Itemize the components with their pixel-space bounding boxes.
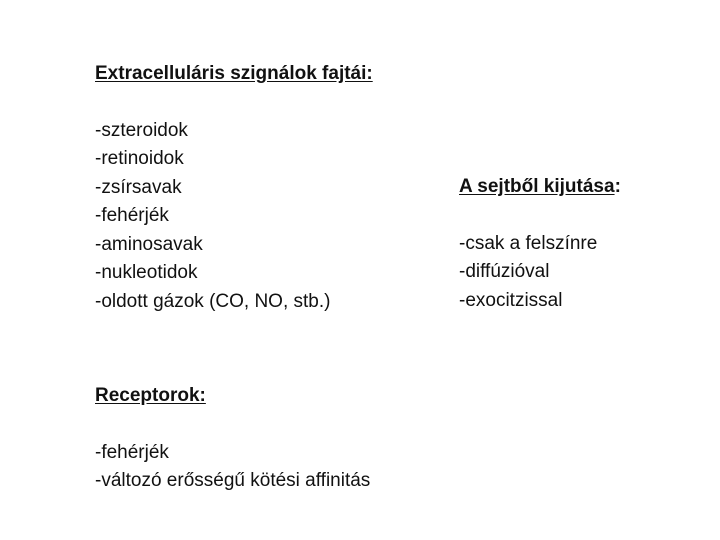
list-item: -fehérjék xyxy=(95,205,169,226)
receptors-section xyxy=(95,382,370,496)
extracellular-signals-section xyxy=(95,60,373,316)
cell-exit-list xyxy=(459,230,621,316)
list-item: -zsírsavak xyxy=(95,176,182,198)
list-item: -nukleotidok xyxy=(95,262,198,283)
extracellular-signals-list xyxy=(95,117,373,317)
list-item: -exocitzissal xyxy=(459,289,563,311)
list-item: -diffúzióval xyxy=(459,261,550,282)
list-item: -retinoidok xyxy=(95,148,184,169)
receptors-list xyxy=(95,439,370,496)
list-item: -szteroidok xyxy=(95,119,188,141)
list-item: -fehérjék xyxy=(95,441,169,463)
list-item: -oldott gázok (CO, NO, stb.) xyxy=(95,290,331,312)
list-item: -csak a felszínre xyxy=(459,232,598,254)
cell-exit-heading: A sejtből kijutása xyxy=(459,176,615,197)
extracellular-signals-heading: Extracelluláris szignálok fajtái: xyxy=(95,63,373,84)
list-item: -változó erősségű kötési affinitás xyxy=(95,470,371,491)
cell-exit-heading-row xyxy=(459,173,621,202)
receptors-heading: Receptorok: xyxy=(95,385,206,406)
list-item: -aminosavak xyxy=(95,233,203,255)
cell-exit-heading-colon: : xyxy=(614,176,621,197)
cell-exit-section xyxy=(459,173,621,315)
